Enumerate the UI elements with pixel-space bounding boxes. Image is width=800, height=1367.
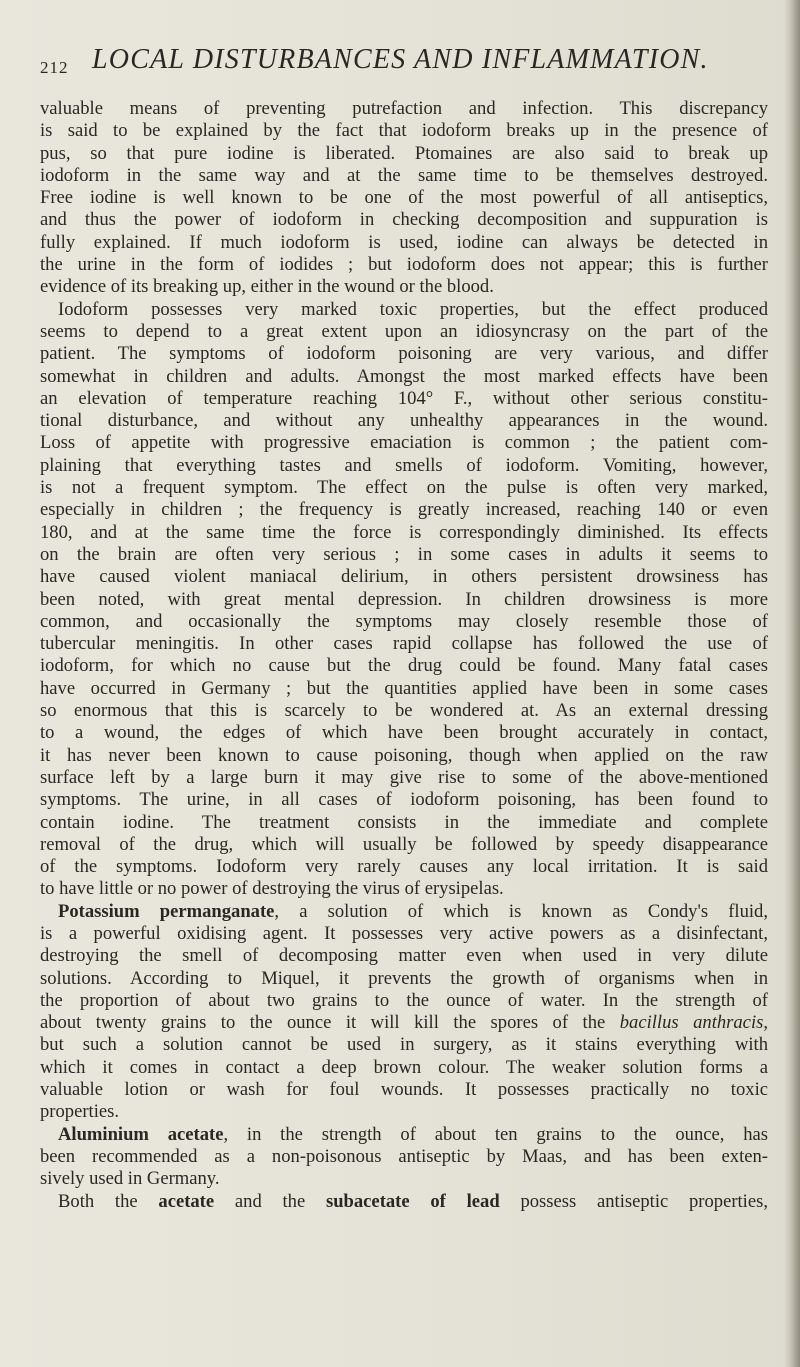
bold-term: Aluminium acetate [58, 1123, 224, 1145]
text-line [40, 120, 768, 142]
text-line [40, 544, 768, 566]
text-line [40, 1191, 768, 1213]
text-line [40, 410, 768, 432]
text-run: iodoform, for which no cause but the drug could be found. Many fatal cases [40, 655, 768, 677]
text-line [40, 366, 768, 388]
text-line [40, 834, 768, 856]
text-run: properties. [40, 1101, 119, 1123]
text-run: Free iodine is well known to be one of the most powerful of all antiseptics, [40, 187, 768, 209]
text-run: evidence of its breaking up, either in the wound or the blood. [40, 276, 494, 298]
text-run: destroying the smell of decomposing matter even when used in very dilute [40, 945, 768, 967]
text-line [40, 455, 768, 477]
text-run: tional disturbance, and without any unhealthy appearances in the wound. [40, 410, 768, 432]
bold-term: acetate [158, 1190, 215, 1212]
text-run: surface left by a large burn it may give rise to some of the above-mentioned [40, 766, 768, 788]
text-line [40, 1124, 768, 1146]
text-line [40, 1079, 768, 1101]
text-run: , in the strength of about ten grains to the ounce, has [223, 1123, 768, 1145]
text-line [40, 209, 768, 231]
text-run: tubercular meningitis. In other cases rapid collapse has followed the use of [40, 633, 768, 655]
text-line [40, 745, 768, 767]
text-run: pus, so that pure iodine is liberated. Ptomaines are also said to break up [40, 142, 768, 164]
text-line [40, 1168, 768, 1190]
text-line [40, 856, 768, 878]
text-run: symptoms. The urine, in all cases of iodoform poisoning, has been found to [40, 789, 768, 811]
text-run: the urine in the form of iodides ; but iodoform does not appear; this is further [40, 254, 768, 276]
text-run: possess antiseptic properties, [499, 1190, 768, 1212]
text-line [40, 611, 768, 633]
running-head [40, 44, 780, 84]
text-line [40, 165, 768, 187]
text-run: solutions. According to Miquel, it prevents the growth of organisms when in [40, 967, 768, 989]
text-run: so enormous that this is scarcely to be wondered at. As an external dressing [40, 700, 768, 722]
text-run: and thus the power of iodoform in checking decomposition and suppuration is [40, 209, 768, 231]
text-line [40, 722, 768, 744]
text-run: the proportion of about two grains to the ounce of water. In the strength of [40, 989, 768, 1011]
text-run: contain iodine. The treatment consists in the immediate and complete [40, 811, 768, 833]
text-run: been noted, with great mental depression. In children drowsiness is more [40, 588, 768, 610]
text-line [40, 878, 768, 900]
text-line [40, 321, 768, 343]
text-run: , a solution of which is known as Condy's fluid, [274, 900, 768, 922]
text-line [40, 812, 768, 834]
text-run: and the [214, 1190, 326, 1212]
text-line [40, 388, 768, 410]
text-run: but such a solution cannot be used in surgery, as it stains everything with [40, 1034, 768, 1056]
text-run: , [763, 1012, 768, 1034]
text-run: been recommended as a non-poisonous antiseptic by Maas, and has been exten- [40, 1145, 768, 1167]
text-run: it has never been known to cause poisoning, though when applied on the raw [40, 744, 768, 766]
text-line [40, 589, 768, 611]
page-number: 212 [40, 58, 69, 77]
text-run: about twenty grains to the ounce it will kill the spores of the [40, 1012, 620, 1034]
text-run: which it comes in contact a deep brown colour. The weaker solution forms a [40, 1056, 768, 1078]
body-text [40, 98, 768, 1213]
text-run: is said to be explained by the fact that iodoform breaks up in the presence of [40, 120, 768, 142]
text-line [40, 923, 768, 945]
text-line [40, 143, 768, 165]
text-run: patient. The symptoms of iodoform poisoning are very various, and differ [40, 343, 768, 365]
italic-term: bacillus anthracis [619, 1012, 764, 1034]
text-run: of the symptoms. Iodoform very rarely causes any local irritation. It is said [40, 856, 768, 878]
text-line [40, 276, 768, 298]
text-line [40, 1146, 768, 1168]
text-line [40, 767, 768, 789]
page-edge-shadow [784, 0, 800, 1367]
text-run: have occurred in Germany ; but the quantities applied have been in some cases [40, 677, 768, 699]
text-run: especially in children ; the frequency is greatly increased, reaching 140 or even [40, 499, 768, 521]
text-run: valuable means of preventing putrefaction and infection. This discrepancy [40, 98, 768, 119]
text-run: to a wound, the edges of which have been brought accurately in contact, [40, 722, 768, 744]
text-line [40, 499, 768, 521]
text-run: on the brain are often very serious ; in some cases in adults it seems to [40, 543, 768, 565]
text-line [40, 678, 768, 700]
text-run: have caused violent maniacal delirium, in others persistent drowsiness has [40, 566, 768, 588]
text-run: Both the [58, 1190, 159, 1212]
text-line [40, 633, 768, 655]
text-line [40, 98, 768, 120]
bold-term: subacetate of lead [325, 1190, 500, 1212]
text-line [40, 299, 768, 321]
running-title: LOCAL DISTURBANCES AND INFLAMMATION. [92, 44, 709, 75]
text-line [40, 1034, 768, 1056]
text-run: Iodoform possesses very marked toxic properties, but the effect produced [58, 298, 768, 320]
text-line [40, 901, 768, 923]
text-run: 180, and at the same time the force is correspondingly diminished. Its effects [40, 521, 768, 543]
text-run: sively used in Germany. [40, 1168, 220, 1190]
text-line [40, 1057, 768, 1079]
text-line [40, 1012, 768, 1034]
text-run: an elevation of temperature reaching 104° F., without other serious constitu- [40, 387, 768, 409]
text-line [40, 789, 768, 811]
text-run: is a powerful oxidising agent. It possesses very active powers as a disinfectant, [40, 922, 768, 944]
bold-term: Potassium permanganate [58, 900, 275, 922]
text-run: to have little or no power of destroying the virus of erysipelas. [40, 878, 504, 900]
text-line [40, 187, 768, 209]
text-run: common, and occasionally the symptoms may closely resemble those of [40, 610, 768, 632]
text-line [40, 254, 768, 276]
text-run: plaining that everything tastes and smells of iodoform. Vomiting, however, [40, 454, 768, 476]
text-run: removal of the drug, which will usually be followed by speedy disappearance [40, 833, 768, 855]
text-line [40, 522, 768, 544]
text-line [40, 566, 768, 588]
text-line [40, 1101, 768, 1123]
text-line [40, 990, 768, 1012]
text-line [40, 343, 768, 365]
text-line [40, 432, 768, 454]
text-run: iodoform in the same way and at the same time to be themselves destroyed. [40, 164, 768, 186]
text-run: fully explained. If much iodoform is used, iodine can always be detected in [40, 231, 768, 253]
text-run: somewhat in children and adults. Amongst the most marked effects have been [40, 365, 768, 387]
text-run: Loss of appetite with progressive emaciation is common ; the patient com- [40, 432, 768, 454]
text-line [40, 232, 768, 254]
text-line [40, 477, 768, 499]
text-run: is not a frequent symptom. The effect on the pulse is often very marked, [40, 477, 768, 499]
text-line [40, 700, 768, 722]
text-line [40, 655, 768, 677]
text-run: seems to depend to a great extent upon an idiosyncrasy on the part of the [40, 320, 768, 342]
text-line [40, 968, 768, 990]
text-line [40, 945, 768, 967]
text-run: valuable lotion or wash for foul wounds. It possesses practically no toxic [40, 1079, 768, 1101]
